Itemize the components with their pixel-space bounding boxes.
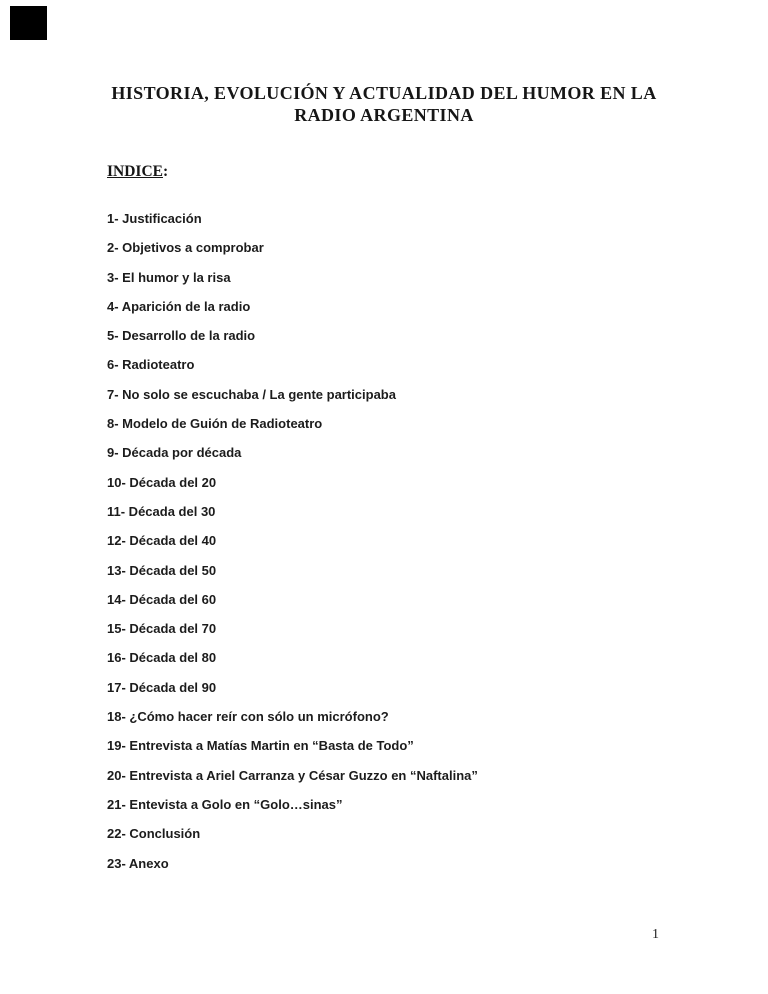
index-item-6: 6- Radioteatro (107, 357, 195, 373)
index-item-17: 17- Década del 90 (107, 679, 217, 695)
title-line-1: HISTORIA, EVOLUCIÓN Y ACTUALIDAD DEL HUMOR EN LA (111, 83, 657, 103)
index-item-7: 7- No solo se escuchaba / La gente participaba (107, 386, 396, 402)
page-number: 1 (652, 927, 659, 942)
document-title (0, 82, 768, 126)
index-item-22: 22- Conclusión (107, 826, 201, 842)
index-item-9: 9- Década por década (107, 445, 242, 461)
index-item-12: 12- Década del 40 (107, 533, 217, 549)
index-item-2: 2- Objetivos a comprobar (107, 240, 264, 256)
index-item-1: 1- Justificación (107, 211, 202, 226)
index-heading-colon: : (162, 163, 169, 180)
index-item-4: 4- Aparición de la radio (107, 298, 251, 314)
index-item-18: 18- ¿Cómo hacer reír con sólo un micrófono? (107, 709, 389, 725)
index-heading-word: INDICE (107, 163, 163, 180)
index-item-5: 5- Desarrollo de la radio (107, 328, 256, 344)
index-heading (107, 162, 168, 181)
index-list (107, 211, 667, 885)
scan-corner-artifact (10, 6, 47, 40)
index-item-23: 23- Anexo (107, 855, 169, 871)
title-line-2: RADIO ARGENTINA (294, 105, 474, 125)
index-item-19: 19- Entrevista a Matías Martin en “Basta de Todo” (107, 738, 414, 754)
index-item-13: 13- Década del 50 (107, 562, 217, 578)
index-item-10: 10- Década del 20 (107, 474, 217, 490)
index-item-16: 16- Década del 80 (107, 650, 217, 666)
index-item-3: 3- El humor y la risa (107, 269, 231, 285)
index-item-21: 21- Entevista a Golo en “Golo…sinas” (107, 796, 343, 812)
index-item-20: 20- Entrevista a Ariel Carranza y César Guzzo en “Naftalina” (107, 767, 478, 783)
index-item-11: 11- Década del 30 (107, 503, 216, 519)
index-item-15: 15- Década del 70 (107, 621, 217, 637)
index-item-14: 14- Década del 60 (107, 591, 217, 607)
index-item-8: 8- Modelo de Guión de Radioteatro (107, 416, 323, 432)
